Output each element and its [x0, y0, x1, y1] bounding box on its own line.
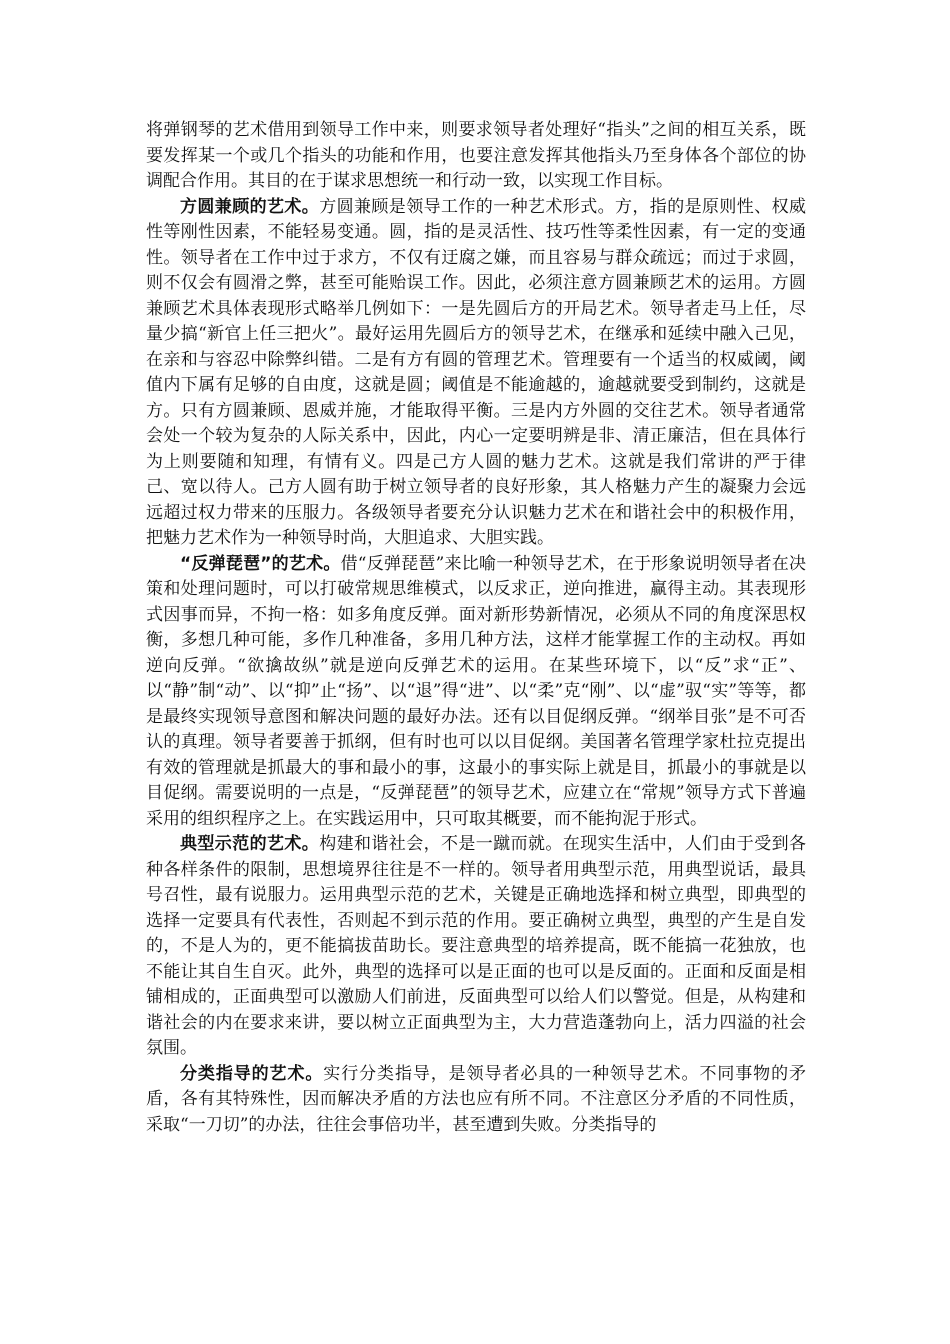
- paragraph-text: 实行分类指导，是领导者必具的一种领导艺术。不同事物的矛盾，各有其特殊性，因而解决矛盾的方法也应有所不同。不注意区分矛盾的不同性质，采取“一刀切”的办法，往往会事倍功半，甚至遭到失败。分类指导的: [146, 1063, 807, 1135]
- paragraph-text: 借“反弹琵琶”来比喻一种领导艺术，在于形象说明领导者在决策和处理问题时，可以打破常规思维模式，以反求正，逆向推进，赢得主动。其表现形式因事而异，不拘一格：如多角度反弹。面对新形势新情况，必须从不同的角度深思权衡，多想几种可能，多作几种准备，多用几种方法，这样才能掌握工作的主动权。再如逆向反弹。“欲擒故纵”就是逆向反弹艺术的运用。在某些环境下，以“反”求“正”、以“静”制“动”、以“抑”止“扬”、以“退”得“进”、以“柔”克“刚”、以“虚”驭“实”等等，都是最终实现领导意图和解决问题的最好办法。还有以目促纲反弹。“纲举目张”是不可否认的真理。领导者要善于抓纲，但有时也可以以目促纲。美国著名管理学家杜拉克提出有效的管理就是抓最大的事和最小的事，这最小的事实际上就是目，抓最小的事就是以目促纲。需要说明的一点是，“反弹琵琶”的领导艺术，应建立在“常规”领导方式下普遍采用的组织程序之上。在实践运用中，只可取其概要，而不能拘泥于形式。: [146, 553, 806, 829]
- section-heading: 分类指导的艺术。: [180, 1063, 324, 1084]
- section-heading: “反弹琵琶”的艺术。: [180, 553, 341, 574]
- paragraph-dianxing-shifan: [146, 832, 806, 1062]
- paragraph-fenlei-zhidao: [146, 1062, 806, 1139]
- paragraph-text: 将弹钢琴的艺术借用到领导工作中来，则要求领导者处理好“指头”之间的相互关系，既要发挥某一个或几个指头的功能和作用，也要注意发挥其他指头乃至身体各个部位的协调配合作用。其目的在于谋求思想统一和行动一致，以实现工作目标。: [146, 120, 806, 191]
- paragraph-fantan-pipa: [146, 552, 806, 833]
- section-heading: 典型示范的艺术。: [180, 834, 320, 854]
- paragraph-text: 方圆兼顾是领导工作的一种艺术形式。方，指的是原则性、权威性等刚性因素，不能轻易变通。圆，指的是灵活性、技巧性等柔性因素，有一定的变通性。领导者在工作中过于求方，不仅有迂腐之嫌，而且容易与群众疏远；而过于求圆，则不仅会有圆滑之弊，甚至可能贻误工作。因此，必须注意方圆兼顾艺术的运用。方圆兼顾艺术具体表现形式略举几例如下：一是先圆后方的开局艺术。领导者走马上任，尽量少搞“新官上任三把火”。最好运用先圆后方的领导艺术，在继承和延续中融入己见，在亲和与容忍中除弊纠错。二是有方有圆的管理艺术。管理要有一个适当的权威阈，阈值内下属有足够的自由度，这就是圆；阈值是不能逾越的，逾越就要受到制约，这就是方。只有方圆兼顾、恩威并施，才能取得平衡。三是内方外圆的交往艺术。领导者通常会处一个较为复杂的人际关系中，因此，内心一定要明辨是非、清正廉洁，但在具体行为上则要随和知理，有情有义。四是己方人圆的魅力艺术。这就是我们常讲的严于律己、宽以待人。己方人圆有助于树立领导者的良好形象，其人格魅力产生的凝聚力会远远超过权力带来的压服力。各级领导者要充分认识魅力艺术在和谐社会中的积极作用，把魅力艺术作为一种领导时尚，大胆追求、大胆实践。: [146, 196, 807, 548]
- section-heading: 方圆兼顾的艺术。: [180, 196, 320, 217]
- paragraph-text: 构建和谐社会，不是一蹴而就。在现实生活中，人们由于受到各种各样条件的限制，思想境界往往是不一样的。领导者用典型示范，用典型说话，最具号召性，最有说服力。运用典型示范的艺术，关键是正确地选择和树立典型，即典型的选择一定要具有代表性，否则起不到示范的作用。要正确树立典型，典型的产生是自发的，不是人为的，更不能搞拔苗助长。要注意典型的培养提高，既不能搞一花独放，也不能让其自生自灭。此外，典型的选择可以是正面的也可以是反面的。正面和反面是相铺相成的，正面典型可以激励人们前进，反面典型可以给人们以警觉。但是，从构建和谐社会的内在要求来讲，要以树立正面典型为主，大力营造蓬勃向上，活力四溢的社会氛围。: [146, 834, 807, 1058]
- paragraph-intro: [146, 118, 806, 195]
- document-page: [146, 118, 806, 1138]
- paragraph-fangyuan: [146, 195, 806, 552]
